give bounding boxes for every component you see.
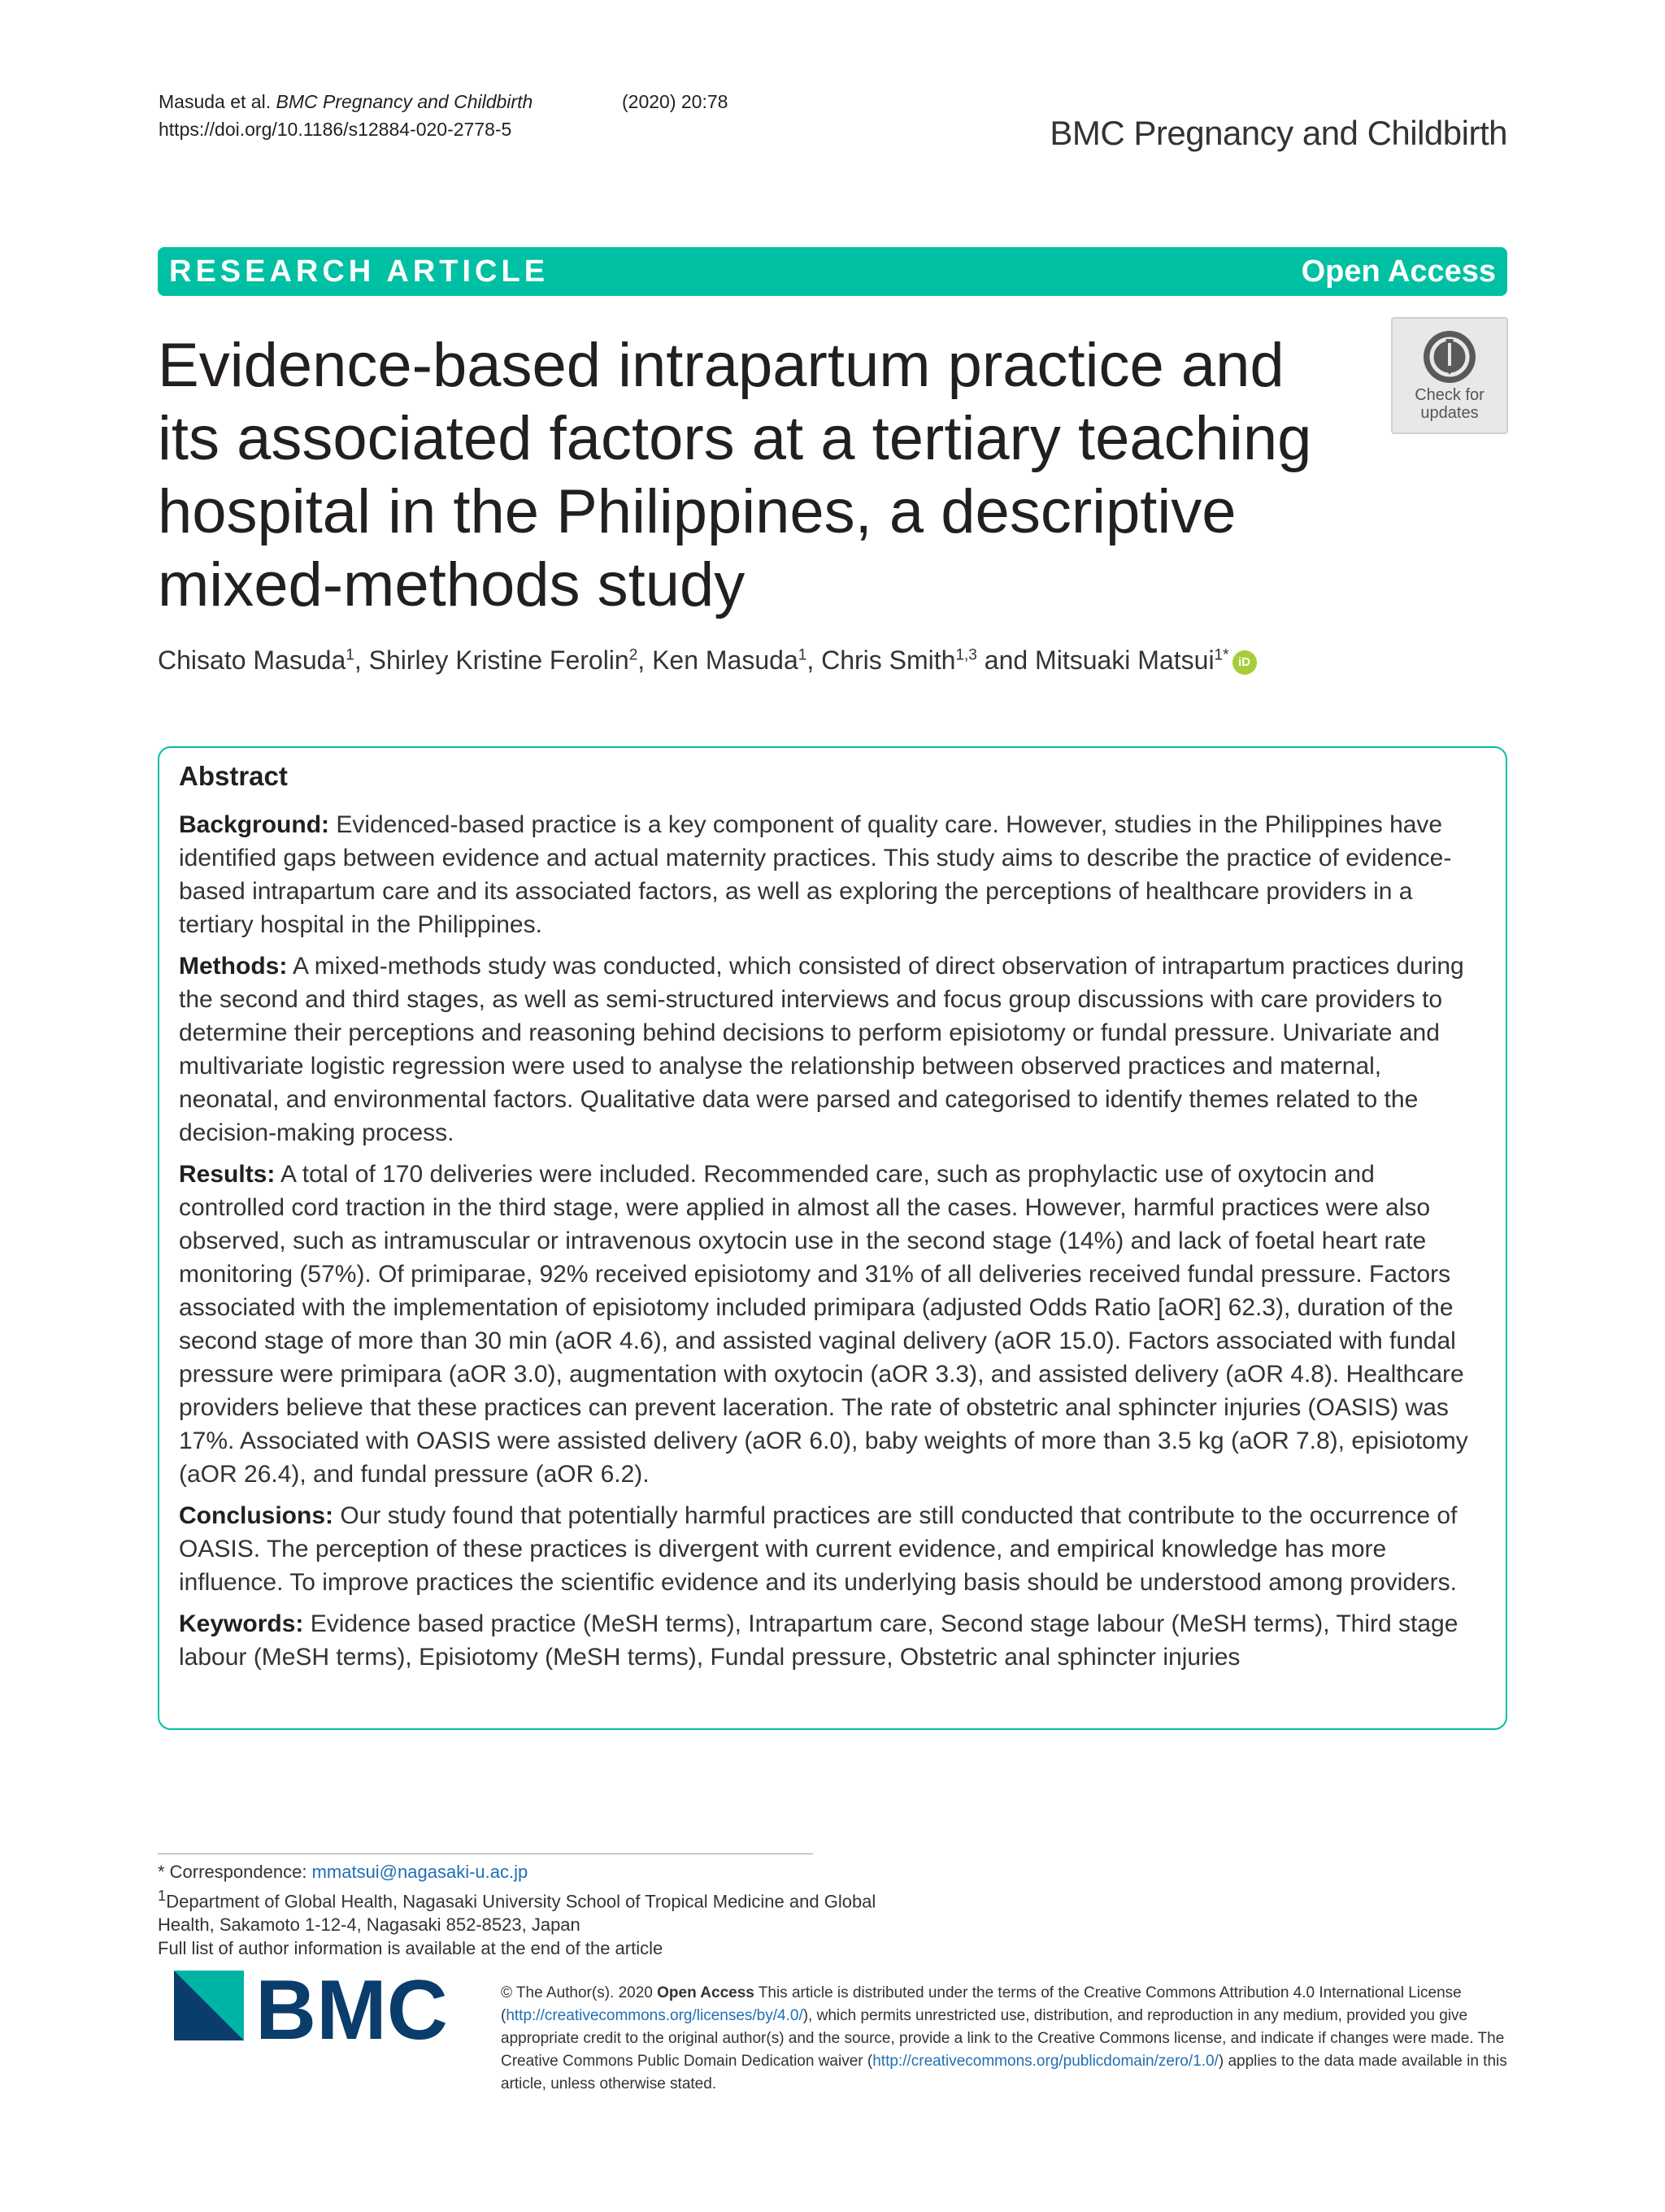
article-title: Evidence-based intrapartum practice and its associated factors at a tertiary teaching hospital in the Philippines, a descriptive mixed-methods study (158, 331, 1312, 619)
check-updates-line2: updates (1420, 404, 1479, 422)
abstract-results: Results: A total of 170 deliveries were included. Recommended care, such as prophylactic use of oxytocin and controlled cord traction in the third stage, were applied in almost all the cases. However, harmful practices were also observed, such as intramuscular or intravenous oxytocin use in the second stage (14%) and lack of foetal heart rate monitoring (57%). Of primiparae, 92% received episiotomy and 31% of all deliveries received fundal pressure. Factors associated with the implementation of episiotomy included primipara (adjusted Odds Ratio [aOR] 62.3), duration of the second stage of more than 30 min (aOR 4.6), and assisted vaginal delivery (aOR 15.0). Factors associated with fundal pressure were primipara (aOR 3.0), augmentation with oxytocin (aOR 3.3), and assisted delivery (aOR 4.8). Healthcare providers believe that these practices can prevent laceration. The rate of obstetric anal sphincter injuries (OASIS) was 17%. Associated with OASIS were assisted delivery (aOR 6.0), baby weights of more than 3.5 kg (aOR 7.8), episiotomy (aOR 26.4), and fundal pressure (aOR 6.2). (179, 1161, 1468, 1488)
abstract-conclusions: Conclusions: Our study found that potentially harmful practices are still conducted that contribute to the occurrence of OASIS. The perception of these practices is divergent with current evidence, and empirical knowledge has more influence. To improve practices the scientific evidence and its underlying basis should be understood among providers. (179, 1502, 1458, 1596)
cc-by-license-link[interactable]: http://creativecommons.org/licenses/by/4.0/ (506, 2007, 803, 2024)
license-notice: © The Author(s). 2020 Open Access This article is distributed under the terms of the Creative Commons Attribution 4.0 International License (http://creativecommons.org/licenses/by/4.0/), which permits unrestricted use, distribution, and reproduction in any medium, provided you give appropriate credit to the original author(s) and the source, provide a link to the Creative Commons license, and indicate if changes were made. The Creative Commons Public Domain Dedication waiver (http://creativecommons.org/publicdomain/zero/1.0/) applies to the data made available in this article, unless otherwise stated. (501, 1984, 1507, 2092)
author[interactable]: Chris Smith$^{1,3}$ (821, 645, 977, 675)
author[interactable]: Shirley Kristine Ferolin$^2$ (368, 645, 638, 675)
check-for-updates-badge[interactable] (1391, 317, 1508, 434)
journal-name: BMC Pregnancy and Childbirth (1050, 114, 1507, 152)
citation-line (159, 88, 728, 115)
bmc-logo-text: BMC (255, 1971, 448, 2052)
abstract-heading: Abstract (179, 761, 288, 791)
abstract-background: Background: Evidenced-based practice is a key component of quality care. However, studies in the Philippines have identified gaps between evidence and actual maternity practices. This study aims to describe the practice of evidence-based intrapartum care and its associated factors, as well as exploring the perceptions of healthcare providers in a tertiary hospital in the Philippines. (179, 811, 1452, 938)
correspondence-line: * Correspondence: mmatsui@nagasaki-u.ac.jp (158, 1862, 528, 1882)
abstract-keywords: Keywords: Evidence based practice (MeSH terms), Intrapartum care, Second stage labour (MeSH terms), Third stage labour (MeSH terms), Episiotomy (MeSH terms), Fundal pressure, Obstetric anal sphincter injuries (179, 1610, 1459, 1671)
author[interactable]: Mitsuaki Matsui$^{1*}$ (1035, 645, 1229, 675)
citation-journal: BMC Pregnancy and Childbirth (276, 91, 533, 112)
affiliation-note: $^1$Department of Global Health, Nagasaki University School of Tropical Medicine and Global Health, Sakamoto 1-12-4, Nagasaki 852-8523, Japan (158, 1887, 876, 1936)
cc-zero-waiver-link[interactable]: http://creativecommons.org/publicdomain/zero/1.0/ (872, 2053, 1219, 2070)
footnotes (158, 1860, 889, 1960)
article-type-label: RESEARCH ARTICLE (169, 254, 550, 289)
open-access-label: Open Access (1301, 254, 1496, 289)
abstract-methods: Methods: A mixed-methods study was conducted, which consisted of direct observation of intrapartum practices during the second and third stages, as well as semi-structured interviews and focus group discussions with care providers to determine their perceptions and reasoning behind decisions to perform episiotomy or fundal pressure. Univariate and multivariate logistic regression were used to analyse the relationship between observed practices and maternal, neonatal, and environmental factors. Qualitative data were parsed and categorised to identify themes related to the decision-making process. (179, 953, 1464, 1146)
bmc-logo (174, 1971, 467, 2052)
author-list: Chisato Masuda$^1$, Shirley Kristine Ferolin$^2$, Ken Masuda$^1$, Chris Smith$^{1,3}$ and Mitsuaki Matsui$^{1*}$ iD (158, 645, 1257, 676)
check-updates-icon (1421, 328, 1478, 385)
orcid-icon[interactable]: iD (1232, 650, 1257, 675)
correspondence-email[interactable]: mmatsui@nagasaki-u.ac.jp (311, 1862, 528, 1882)
citation-authors: Masuda et al. (159, 91, 272, 112)
author[interactable]: Ken Masuda$^1$ (652, 645, 807, 675)
footnote-divider (158, 1853, 813, 1854)
doi-link[interactable]: https://doi.org/10.1186/s12884-020-2778-5 (159, 119, 512, 140)
citation-year-volume: (2020) 20:78 (622, 91, 728, 112)
article-type-banner (158, 247, 1507, 296)
citation-header (159, 88, 728, 143)
author[interactable]: Chisato Masuda$^1$ (158, 645, 354, 675)
check-updates-line1: Check for (1415, 386, 1485, 404)
abstract-box (158, 746, 1507, 1730)
author-info-note: Full list of author information is available at the end of the article (158, 1938, 663, 1959)
